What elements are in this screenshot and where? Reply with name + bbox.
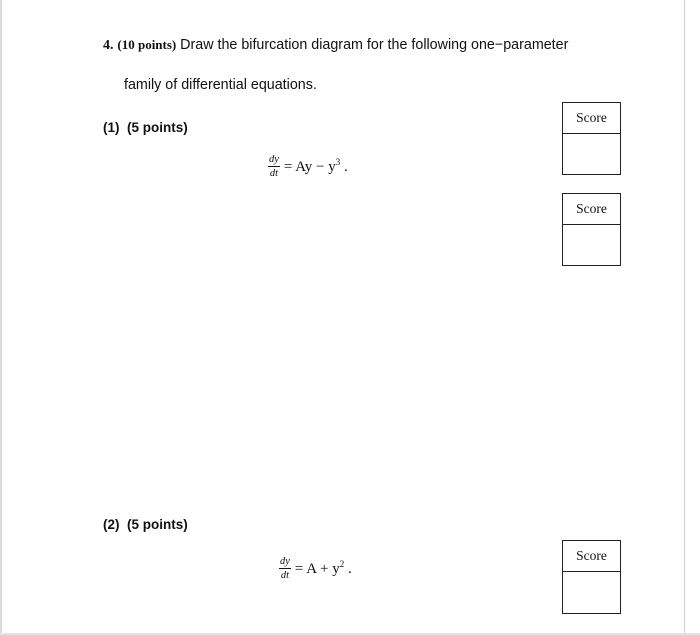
score-box-3-field[interactable]	[563, 572, 620, 613]
score-box-1	[562, 102, 621, 175]
part-2-denominator: dt	[280, 570, 290, 582]
question-text-continued: family of differential equations.	[124, 77, 317, 93]
part-2-numerator: dy	[279, 556, 291, 569]
question-points: (10 points)	[117, 37, 177, 52]
question-number: 4.	[103, 38, 114, 53]
part-1-label	[103, 120, 188, 135]
score-box-2-field[interactable]	[563, 225, 620, 265]
question-header	[103, 36, 568, 54]
part-2-derivative	[279, 556, 291, 581]
part-1-number: (1)	[103, 120, 120, 135]
part-2-rhs: = $A + y^2$ .	[294, 559, 352, 578]
score-box-3	[562, 540, 621, 614]
score-box-1-label: Score	[563, 103, 620, 134]
page-left-edge	[0, 0, 2, 635]
score-box-2-label: Score	[563, 194, 620, 225]
part-2-points: (5 points)	[127, 517, 188, 532]
part-1-equation	[268, 154, 348, 179]
part-1-derivative	[268, 154, 280, 179]
part-2-label	[103, 517, 188, 532]
score-box-2	[562, 193, 621, 266]
part-1-denominator: dt	[269, 168, 279, 180]
part-2-equation	[279, 556, 352, 581]
score-box-1-field[interactable]	[563, 134, 620, 174]
page-right-edge	[684, 0, 685, 635]
question-text: Draw the bifurcation diagram for the following one−parameter	[180, 37, 569, 53]
part-1-points: (5 points)	[127, 120, 188, 135]
part-2-number: (2)	[103, 517, 120, 532]
part-1-rhs: = $Ay - y^3$ .	[283, 157, 348, 176]
part-1-numerator: dy	[268, 154, 280, 167]
score-box-3-label: Score	[563, 541, 620, 572]
